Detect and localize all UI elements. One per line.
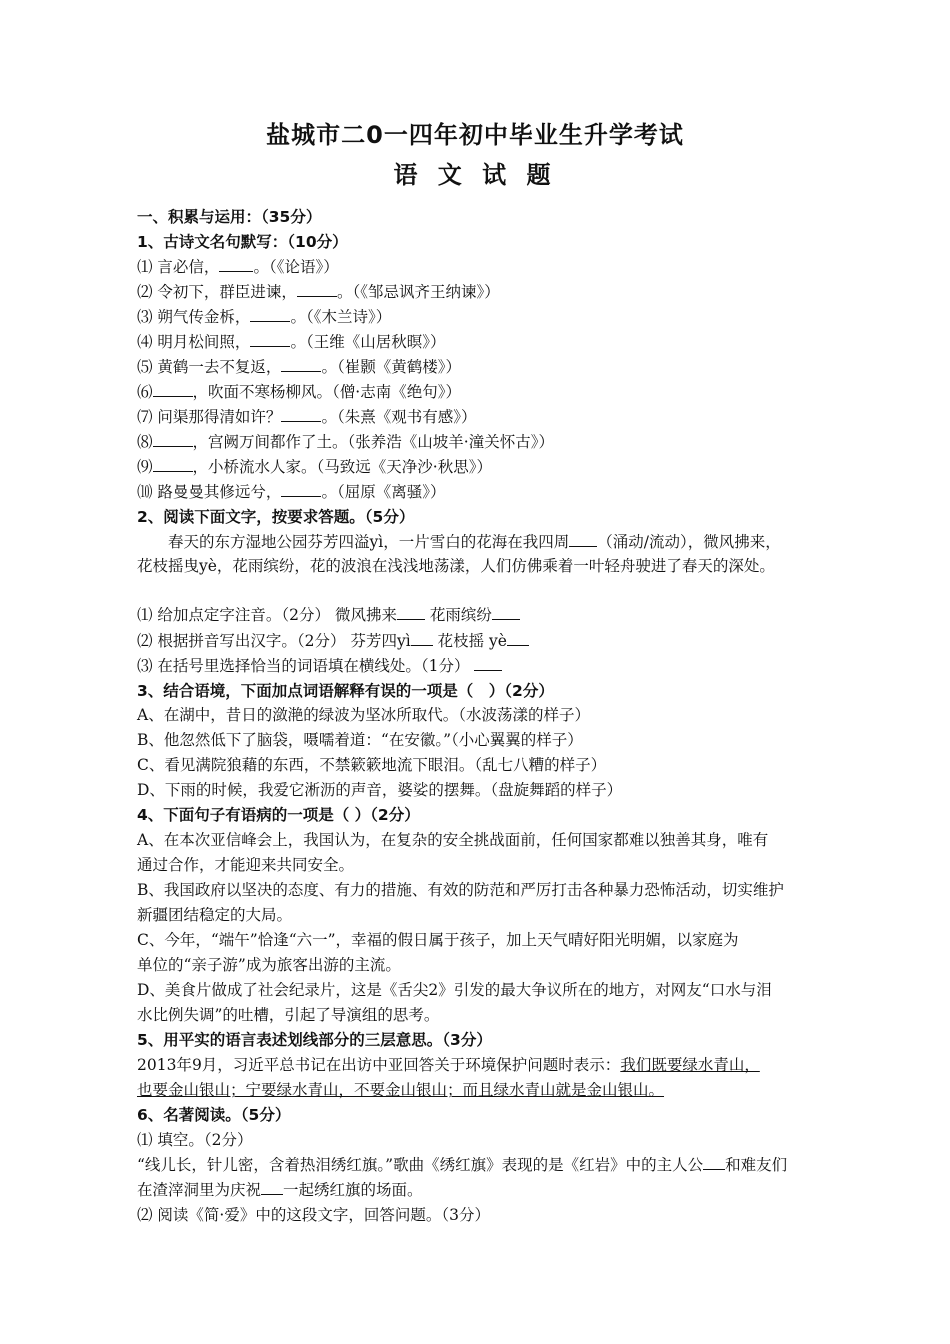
q6-text-line-1: “线儿长，针儿密，含着热泪绣红旗。”歌曲《绣红旗》表现的是《红岩》中的主人公 和难友们 [137,1156,788,1174]
q1-item-7: ⑺ 问渠那得清如许？ 。（朱熹《观书有感》） [137,408,477,426]
answer-blank[interactable] [153,382,193,397]
underlined-quote: 我们既要绿水青山， [620,1056,760,1074]
answer-blank[interactable] [250,307,290,322]
answer-blank[interactable] [261,1180,283,1195]
q4-option-c-line-2: 单位的“亲子游”成为旅客出游的主流。 [137,956,401,974]
question-1-heading: 1、古诗文名句默写：（10分） [137,233,348,251]
answer-blank[interactable] [281,482,321,497]
q5-text-line-1: 2013年9月，习近平总书记在出访中亚回答关于环境保护问题时表示：我们既要绿水青山， [137,1056,760,1074]
answer-blank[interactable] [411,631,433,646]
q1-item-4: ⑷ 明月松间照， 。（王维《山居秋暝》） [137,333,446,351]
q4-option-a-line-2: 通过合作，才能迎来共同安全。 [137,856,355,874]
question-2-heading: 2、阅读下面文字，按要求答题。（5分） [137,508,415,526]
q2-passage-line-1: 春天的东方湿地公园芬芳四溢yì，一片雪白的花海在我四周 （涌动/流动），微风拂来， [168,533,781,551]
q1-item-3: ⑶ 朔气传金柝， 。（《木兰诗》） [137,308,392,326]
q1-item-9: ⑼ ，小桥流水人家。（马致远《天净沙·秋思》） [137,458,492,476]
q4-option-b-line-2: 新疆团结稳定的大局。 [137,906,293,924]
q4-option-a-line-1: A、在本次亚信峰会上，我国认为，在复杂的安全挑战面前，任何国家都难以独善其身，唯有 [137,831,769,849]
q2-sub-2: ⑵ 根据拼音写出汉字。（2分） 芬芳四yì 花枝摇 yè [137,631,827,651]
q5-text-line-2: 也要金山银山；宁要绿水青山，不要金山银山；而且绿水青山就是金山银山。 [137,1081,665,1099]
q1-item-5: ⑸ 黄鹤一去不复返， 。（崔颢《黄鹤楼》） [137,358,461,376]
q4-option-d-line-1: D、美食片做成了社会纪录片，这是《舌尖2》引发的最大争议所在的地方，对网友“口水与泪 [137,981,772,999]
q3-option-c: C、看见满院狼藉的东西，不禁簌簌地流下眼泪。（乱七八糟的样子） [137,756,607,774]
question-3-heading: 3、结合语境，下面加点词语解释有误的一项是（ ）（2分） [137,682,554,700]
answer-blank[interactable] [507,631,529,646]
q3-option-d: D、下雨的时候，我爱它淅沥的声音，婆娑的摆舞。（盘旋舞蹈的样子） [137,781,623,799]
q1-item-6: ⑹ ，吹面不寒杨柳风。（僧·志南《绝句》） [137,383,461,401]
answer-blank[interactable] [153,432,193,447]
q1-item-10: ⑽ 路曼曼其修远兮， 。（屈原《离骚》） [137,483,446,501]
answer-blank[interactable] [474,656,502,671]
q4-option-d-line-2: 水比例失调”的吐槽，引起了导演组的思考。 [137,1006,440,1024]
q1-item-2: ⑵ 令初下，群臣进谏， 。（《邹忌讽齐王纳谏》） [137,283,500,301]
q2-sub-3: ⑶ 在括号里选择恰当的词语填在横线处。（1分） [137,656,827,676]
q2-sub-1: ⑴ 给加点定字注音。（2分） 微风拂来 花雨缤纷 [137,605,827,625]
answer-blank[interactable] [281,357,321,372]
answer-blank[interactable] [297,282,337,297]
q2-passage-line-2: 花枝摇曳yè，花雨缤纷，花的波浪在浅浅地荡漾，人们仿佛乘着一叶轻舟驶进了春天的深处。 [137,557,775,575]
answer-blank[interactable] [703,1155,725,1170]
answer-blank[interactable] [153,457,193,472]
q6-sub-1: ⑴ 填空。（2分） [137,1131,253,1149]
answer-blank[interactable] [250,332,290,347]
question-5-heading: 5、用平实的语言表述划线部分的三层意思。（3分） [137,1031,492,1049]
exam-subtitle: 语 文 试 题 [393,161,557,189]
q4-option-b-line-1: B、我国政府以坚决的态度、有力的措施、有效的防范和严厉打击各种暴力恐怖活动，切实维护 [137,881,784,899]
answer-blank[interactable] [492,605,520,620]
question-4-heading: 4、下面句子有语病的一项是（ ）（2分） [137,806,420,824]
section-heading: 一、积累与运用：（35分） [137,208,322,226]
exam-title: 盐城市二0一四年初中毕业生升学考试 [266,121,684,149]
q1-item-1: ⑴ 言必信， 。（《论语》） [137,258,339,276]
q4-option-c-line-1: C、今年，“端午”恰逢“六一”，幸福的假日属于孩子，加上天气晴好阳光明媚，以家庭为 [137,931,739,949]
q3-option-a: A、在湖中，昔日的潋滟的绿波为坚冰所取代。（水波荡漾的样子） [137,706,590,724]
answer-blank[interactable] [281,407,321,422]
q3-option-b: B、他忽然低下了脑袋，嗫嚅着道：“在安徽。”（小心翼翼的样子） [137,731,583,749]
question-6-heading: 6、名著阅读。（5分） [137,1106,291,1124]
q1-item-8: ⑻ ，宫阙万间都作了土。（张养浩《山坡羊·潼关怀古》） [137,433,554,451]
q6-sub-2: ⑵ 阅读《简·爱》中的这段文字，回答问题。（3分） [137,1206,490,1224]
q6-text-line-2: 在渣滓洞里为庆祝 一起绣红旗的场面。 [137,1181,423,1199]
answer-blank[interactable] [569,532,597,547]
answer-blank[interactable] [397,605,425,620]
answer-blank[interactable] [219,257,253,272]
